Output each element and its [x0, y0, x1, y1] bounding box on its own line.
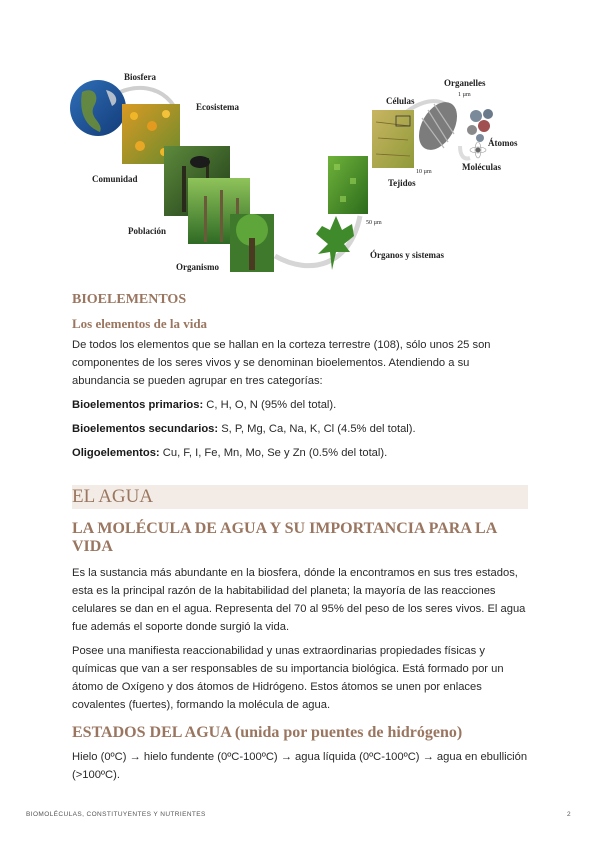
label-organos: Órganos y sistemas: [370, 250, 444, 260]
bioelementos-item-label: Bioelementos secundarios:: [72, 423, 219, 435]
agua-paragraph-1: Es la sustancia más abundante en la biosfera, dónde la encontramos en sus tres estados, esta es la principal razón de la habitabilidad del planeta; la mayoría de las reacciones celulares se dan en el agua. Representa del 70 al 95% del peso de los seres vivos. El agua fue además el soporte donde surgió la vida.: [72, 567, 526, 633]
label-tejidos: Tejidos: [388, 178, 416, 188]
label-biosfera: Biosfera: [124, 72, 156, 82]
bioelementos-item: [72, 396, 528, 414]
agua-paragraph-2: Posee una manifiesta reaccionabilidad y unas extraordinarias propiedades físicas y químicas que van a ser responsables de su importancia biológica. Está formado por un átomo de Oxígeno y dos átomos de Hidrógeno. Estos átomos se unen por enlaces covalentes (fuertes), formando la molécula de agua.: [72, 645, 504, 711]
bioelementos-item-text: S, P, Mg, Ca, Na, K, Cl (4.5% del total).: [218, 423, 416, 435]
scale-1um: 1 µm: [458, 92, 471, 98]
el-agua-title: EL AGUA: [72, 486, 154, 507]
bioelementos-item-text: C, H, O, N (95% del total).: [203, 399, 337, 411]
atom-image: [470, 142, 486, 158]
bioelementos-section: [72, 292, 528, 462]
label-moleculas: Moléculas: [462, 162, 501, 172]
bioelementos-item: [72, 420, 528, 438]
bioelementos-item-label: Oligoelementos:: [72, 447, 160, 459]
estados-heading: ESTADOS DEL AGUA (unida por puentes de hidrógeno): [72, 724, 463, 741]
label-organismo: Organismo: [176, 262, 220, 272]
bioelementos-subheading: Los elementos de la vida: [72, 316, 208, 331]
scale-50um: 50 µm: [366, 220, 382, 226]
levels-of-organization-figure: [60, 66, 550, 278]
bioelementos-item-label: Bioelementos primarios:: [72, 399, 204, 411]
bioelementos-heading: BIOELEMENTOS: [72, 292, 187, 307]
estados-text: Hielo (0ºC) → hielo fundente (0ºC-100ºC) → agua líquida (0ºC-100ºC) → agua en ebullición (>100ºC).: [72, 751, 528, 781]
label-ecosistema: Ecosistema: [196, 102, 239, 112]
levels-illustration: [60, 66, 550, 278]
label-atomos: Átomos: [488, 138, 518, 148]
footer-title: BIOMOLÉCULAS, CONSTITUYENTES Y NUTRIENTES: [26, 811, 206, 818]
molecula-heading: LA MOLÉCULA DE AGUA Y SU IMPORTANCIA PARA LA VIDA: [72, 520, 497, 555]
page-number: 2: [567, 811, 572, 818]
bioelementos-item-text: Cu, F, I, Fe, Mn, Mo, Se y Zn (0.5% del total).: [159, 447, 388, 459]
label-poblacion: Población: [128, 226, 167, 236]
label-organelles: Organelles: [444, 78, 486, 88]
bioelementos-item: [72, 444, 528, 462]
agua-section: [72, 520, 528, 784]
label-comunidad: Comunidad: [92, 174, 138, 184]
el-agua-band: [72, 485, 528, 509]
label-celulas: Células: [386, 96, 415, 106]
scale-10um: 10 µm: [416, 169, 432, 175]
bioelementos-intro: De todos los elementos que se hallan en la corteza terrestre (108), sólo unos 25 son componentes de los seres vivos y se denominan bioelementos. Atendiendo a su abundancia se pueden agrupar en tres categorías:: [72, 339, 491, 387]
